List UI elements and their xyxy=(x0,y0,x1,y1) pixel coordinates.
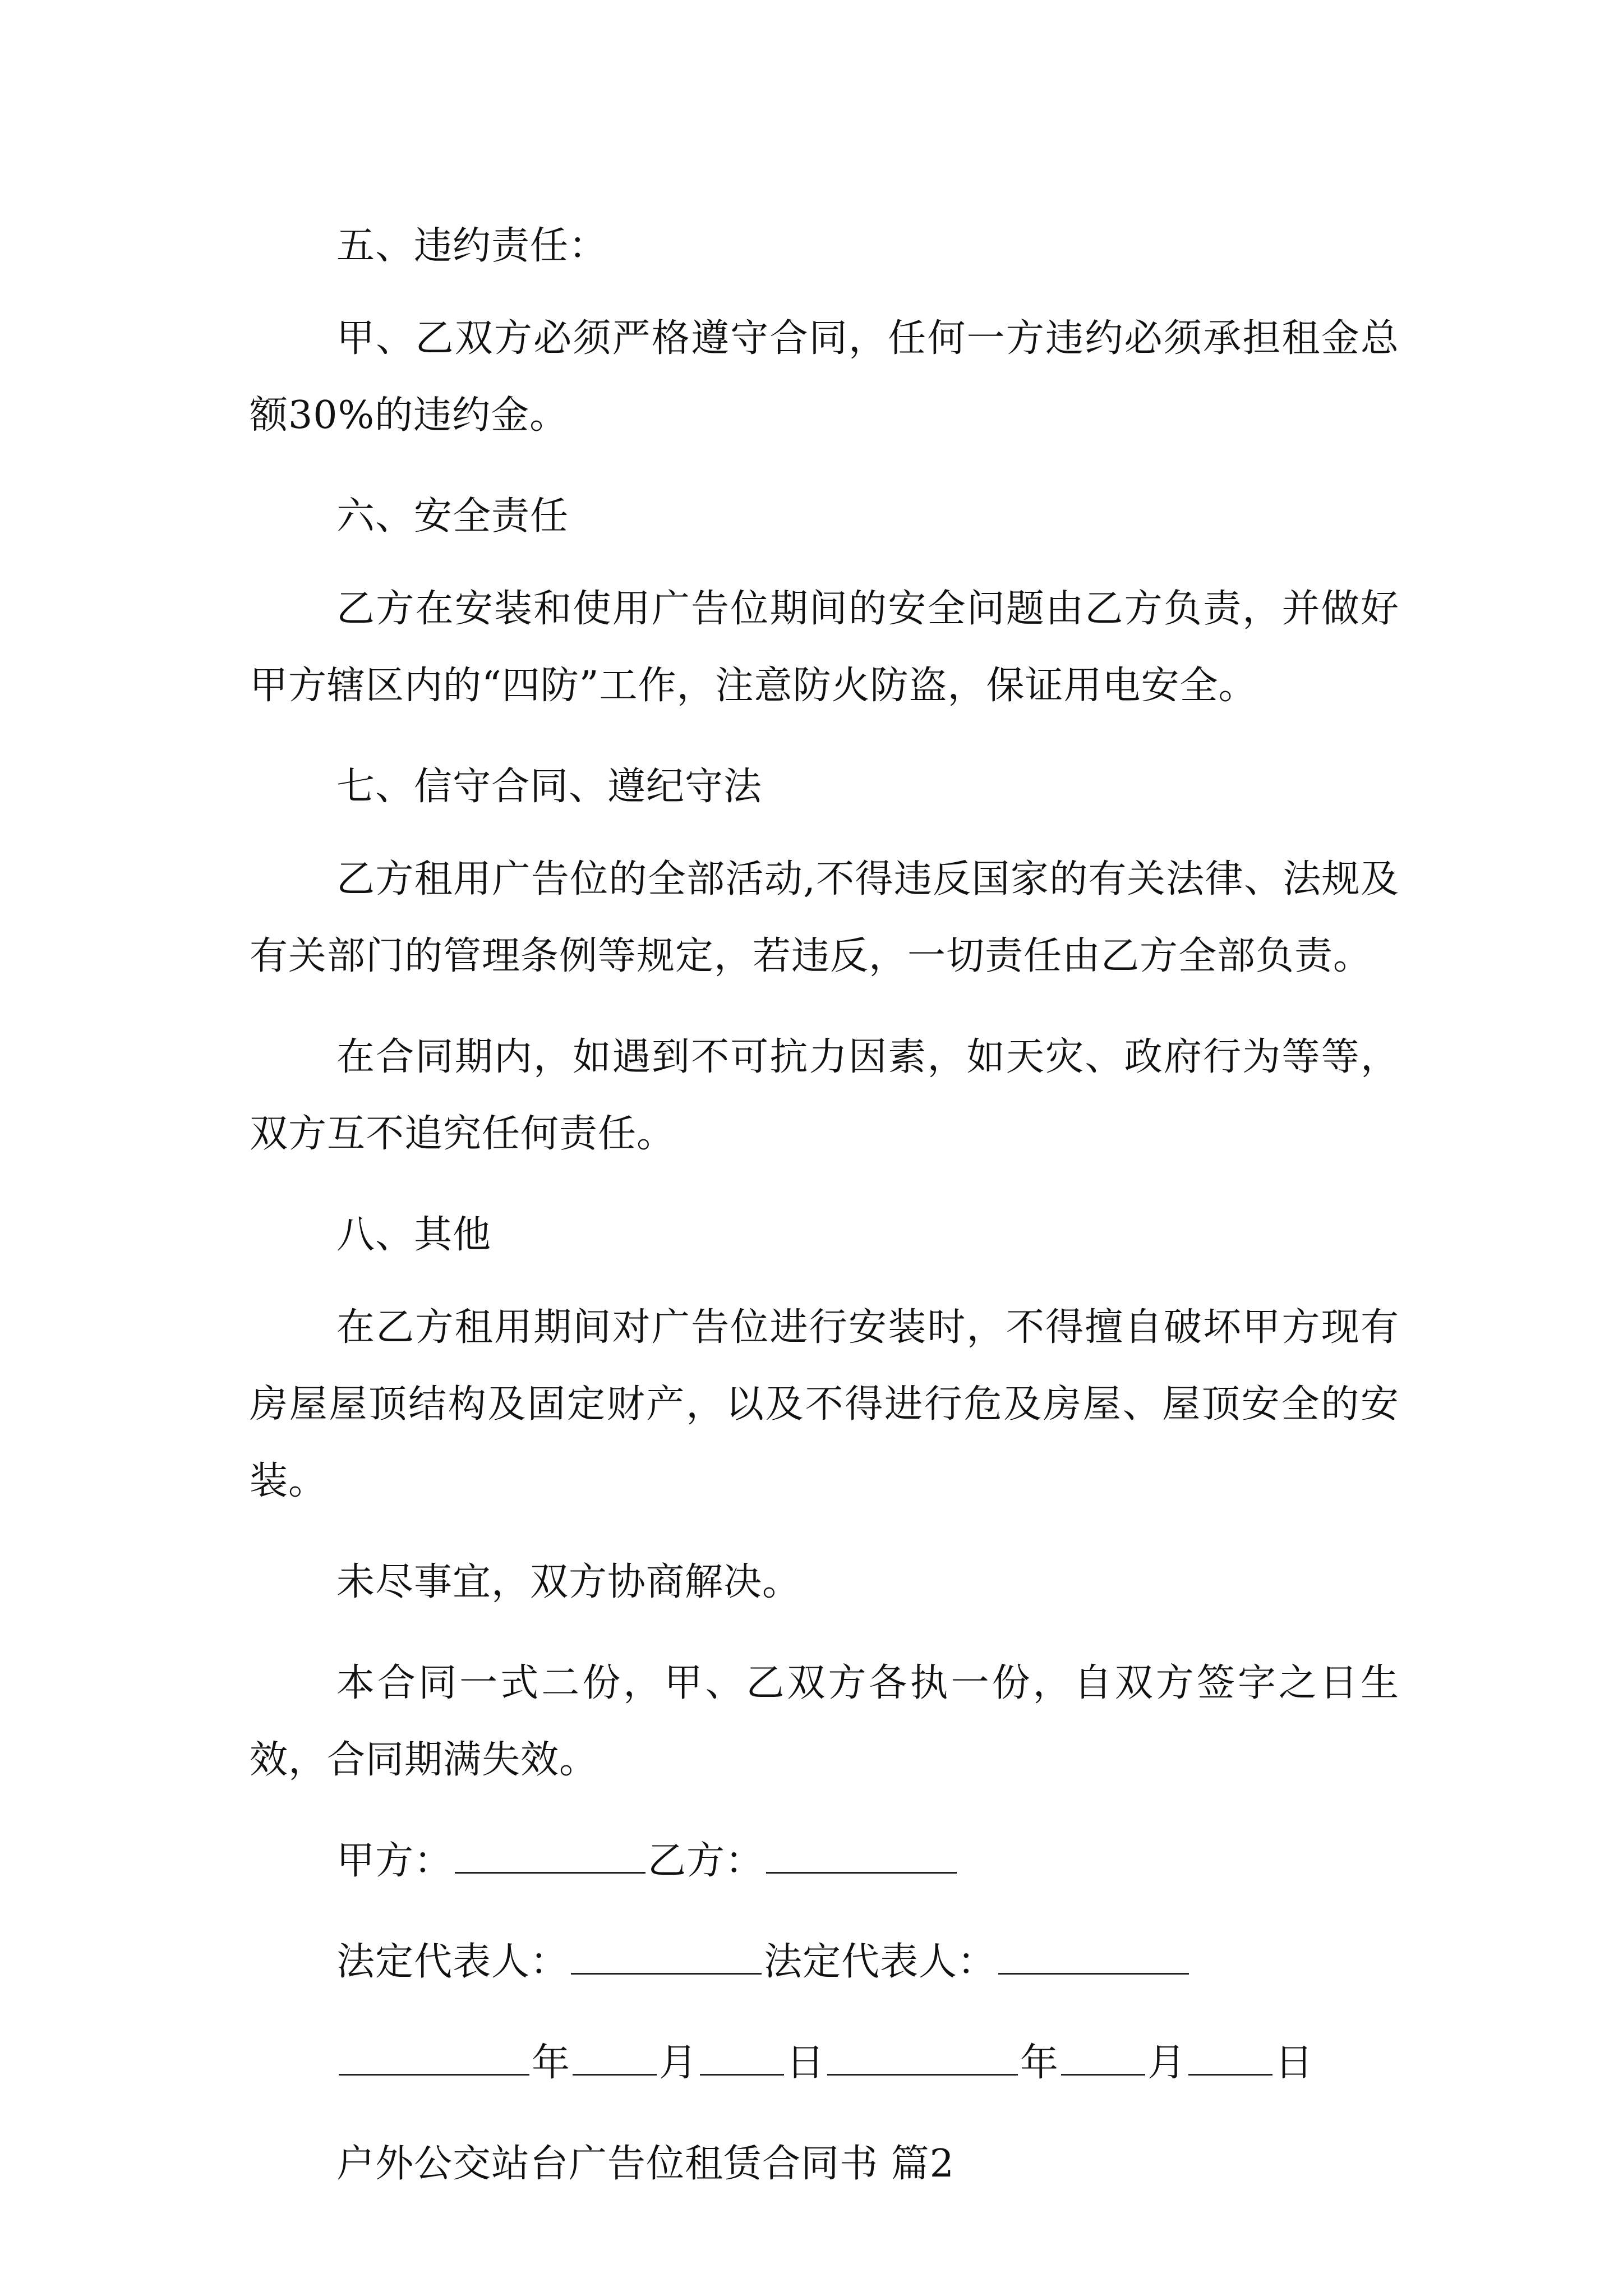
date-a-day-blank[interactable] xyxy=(700,2040,784,2076)
date-a-month-label: 月 xyxy=(659,2041,698,2085)
paragraph-compliance: 乙方租用广告位的全部活动,不得违反国家的有关法律、法规及有关部门的管理条例等规定，若违反，一切责任由乙方全部负责。 xyxy=(250,857,1399,978)
date-b-year-label: 年 xyxy=(1020,2041,1059,2085)
rep-b-blank[interactable] xyxy=(998,1939,1189,1975)
paragraph-installation: 在乙方租用期间对广告位进行安装时，不得擅自破坏甲方现有房屋屋顶结构及固定财产，以及不得进行危及房屋、屋顶安全的安装。 xyxy=(250,1305,1399,1503)
date-b-month-blank[interactable] xyxy=(1061,2040,1145,2076)
section-heading-other: 八、其他 xyxy=(336,1213,492,1257)
rep-a-label: 法定代表人： xyxy=(336,1940,569,1984)
paragraph-unresolved-matters: 未尽事宜，双方协商解决。 xyxy=(336,1560,801,1604)
date-b-day-blank[interactable] xyxy=(1188,2040,1272,2076)
date-a-month-blank[interactable] xyxy=(573,2040,657,2076)
date-b-year-blank[interactable] xyxy=(827,2040,1018,2076)
date-b-day-label: 日 xyxy=(1275,2041,1314,2085)
party-b-label: 乙方： xyxy=(648,1839,764,1883)
next-section-title: 户外公交站台广告位租赁合同书 篇2 xyxy=(336,2142,955,2186)
party-b-blank[interactable] xyxy=(766,1838,957,1874)
section-heading-compliance: 七、信守合同、遵纪守法 xyxy=(336,765,763,809)
rep-a-blank[interactable] xyxy=(571,1939,762,1975)
paragraph-force-majeure: 在合同期内，如遇到不可抗力因素，如天灾、政府行为等等，双方互不追究任何责任。 xyxy=(250,1035,1399,1156)
section-heading-safety: 六、安全责任 xyxy=(336,494,569,539)
section-heading-breach: 五、违约责任： xyxy=(336,224,608,268)
party-a-blank[interactable] xyxy=(455,1838,645,1874)
signature-date-line xyxy=(250,2024,1399,2101)
signature-parties-line xyxy=(250,1823,1399,1899)
signature-representatives-line xyxy=(250,1924,1399,2000)
rep-b-label: 法定代表人： xyxy=(764,1940,997,1984)
paragraph-copies-effective: 本合同一式二份，甲、乙双方各执一份，自双方签字之日生效，合同期满失效。 xyxy=(250,1661,1399,1782)
party-a-label: 甲方： xyxy=(336,1839,453,1883)
date-a-year-blank[interactable] xyxy=(339,2040,529,2076)
date-a-day-label: 日 xyxy=(786,2041,826,2085)
date-b-month-label: 月 xyxy=(1147,2041,1187,2085)
paragraph-breach-penalty: 甲、乙双方必须严格遵守合同，任何一方违约必须承担租金总额30%的违约金。 xyxy=(250,316,1399,438)
paragraph-safety: 乙方在安装和使用广告位期间的安全问题由乙方负责，并做好甲方辖区内的“四防”工作，注意防火防盗，保证用电安全。 xyxy=(250,587,1399,708)
document-body xyxy=(250,208,1399,2218)
date-a-year-label: 年 xyxy=(532,2041,571,2085)
